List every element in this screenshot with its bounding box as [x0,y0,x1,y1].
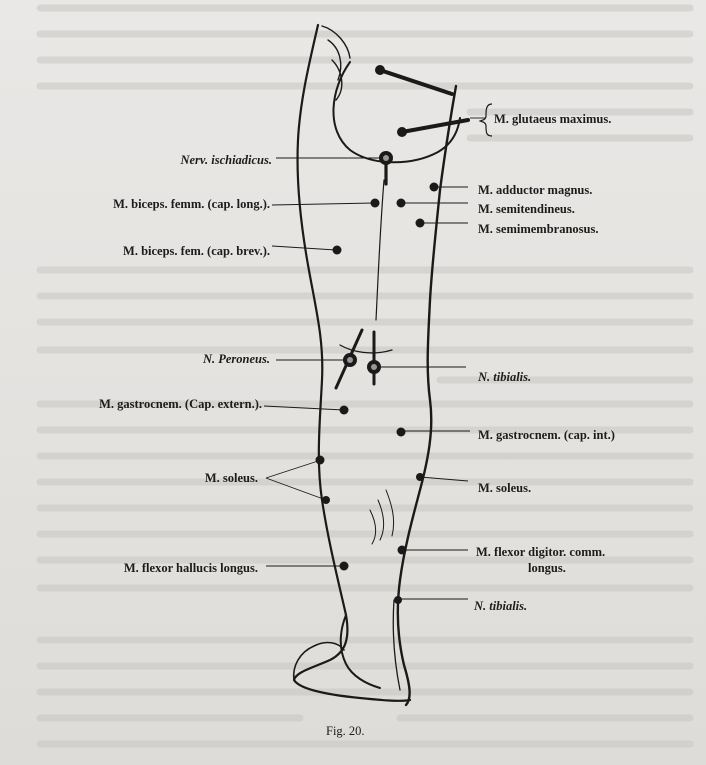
leader-soleus-left-a [266,461,318,478]
figure-caption: Fig. 20. [326,724,365,738]
glutaeus-rod [380,70,452,94]
leader-soleus-left-b [266,478,326,500]
point-gastrocnem-ext [340,406,349,415]
label-adductor-magnus: M. adductor magnus. [478,183,593,197]
point-soleus-left-b [322,496,330,504]
point-semitendineus [397,199,406,208]
foot-outline [294,643,344,680]
label-glutaeus-maximus: M. glutaeus maximus. [494,112,612,126]
leader-biceps-long [272,203,374,205]
point-biceps-long [371,199,380,208]
label-biceps-long: M. biceps. femm. (cap. long.). [113,197,270,211]
knee-crease [340,345,392,353]
glutaeus-brace [480,104,492,136]
label-gastrocnem-int: M. gastrocnem. (cap. int.) [478,428,615,442]
leg-outline-anterior [398,86,456,705]
label-gastrocnem-extern: M. gastrocnem. (Cap. extern.). [99,397,262,411]
label-nerv-ischiadicus: Nerv. ischiadicus. [180,153,272,167]
point-tibialis-lower [394,596,402,604]
label-soleus-left: M. soleus. [204,471,258,485]
point-glutaeus-upper [375,65,385,75]
point-gastrocnem-int [397,428,406,437]
label-semimembranosus: M. semimembranosus. [478,222,599,236]
label-biceps-brev: M. biceps. fem. (cap. brev.). [123,244,270,258]
point-adductor [430,183,439,192]
label-flexor-digitor-line1: M. flexor digitor. comm. [476,545,606,559]
point-flexor-digitor [398,546,407,555]
leader-gastrocnem-ext [264,406,344,410]
point-peroneus-inner [347,357,353,363]
point-soleus-left-a [316,456,325,465]
label-soleus-right: M. soleus. [478,481,532,495]
label-semitendineus: M. semitendineus. [478,202,575,216]
point-flexor-hallucis [340,562,349,571]
calf-shading [370,490,394,544]
point-glutaeus-lower [397,127,407,137]
label-n-tibialis-upper: N. tibialis. [478,370,532,384]
label-flexor-digitor-line2: longus. [528,561,566,575]
point-semimembranosus [416,219,425,228]
label-flexor-hallucis: M. flexor hallucis longus. [123,561,258,575]
leader-soleus-right [420,477,468,481]
point-soleus-right [416,473,424,481]
label-n-peroneus: N. Peroneus. [202,352,270,366]
label-n-tibialis-lower: N. tibialis. [474,599,528,613]
point-ischiadicus-inner [383,155,389,161]
point-tibialis-inner [371,364,377,370]
point-biceps-brev [333,246,342,255]
